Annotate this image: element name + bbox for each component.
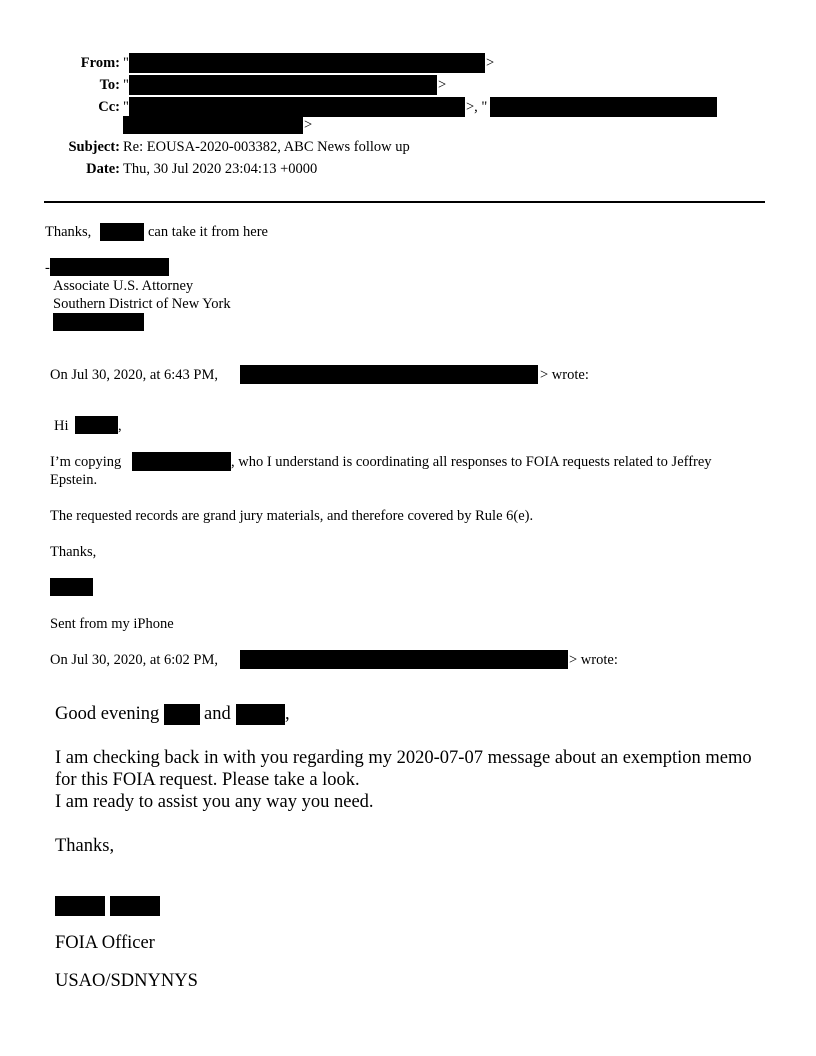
redacted-copied-name: [132, 452, 231, 471]
cc-separator: >, ": [466, 99, 488, 115]
redacted-cc-address-2-cont: [123, 116, 303, 134]
quote1-greeting-comma: ,: [118, 418, 122, 434]
redacted-signature-name: [50, 258, 169, 276]
subject-value: Re: EOUSA-2020-003382, ABC News follow up: [123, 139, 410, 155]
redacted-name: [100, 223, 144, 241]
redacted-signature-first: [55, 896, 105, 916]
reply-thanks-prefix: Thanks,: [45, 224, 92, 240]
quote2-sig-title: FOIA Officer: [55, 933, 155, 953]
quote2-para-line2: for this FOIA request. Please take a look.: [55, 770, 360, 790]
redacted-quote1-signature: [50, 578, 93, 596]
quote2-on-prefix: On Jul 30, 2020, at 6:02 PM,: [50, 652, 218, 668]
cc-angle: >: [304, 117, 313, 133]
redacted-greeting-name-2: [236, 704, 285, 725]
redacted-sender-1: [240, 365, 538, 384]
redacted-to-address: [129, 75, 437, 95]
quote1-greeting: Hi: [54, 418, 69, 434]
quote1-copy-line2: Epstein.: [50, 472, 98, 488]
quote1-sent-from: Sent from my iPhone: [50, 616, 174, 632]
from-quote: ": [123, 55, 129, 71]
cc-quote: ": [123, 99, 129, 115]
from-label: From:: [80, 55, 120, 71]
redacted-from-address: [129, 53, 485, 73]
reply-dash: -: [45, 260, 50, 276]
redacted-greeting-name-1: [164, 704, 200, 725]
redacted-greeting-name: [75, 416, 118, 434]
quote2-wrote: > wrote:: [569, 652, 618, 668]
redacted-cc-address-1: [129, 97, 465, 117]
quote2-greeting-prefix: Good evening: [55, 704, 160, 724]
redacted-signature-last: [110, 896, 160, 916]
quote2-thanks: Thanks,: [55, 836, 115, 856]
redacted-sender-2: [240, 650, 568, 669]
quote2-para-line3: I am ready to assist you any way you need.: [55, 792, 374, 812]
from-angle: >: [486, 55, 495, 71]
quote1-on-prefix: On Jul 30, 2020, at 6:43 PM,: [50, 367, 218, 383]
redacted-cc-address-2: [490, 97, 717, 117]
date-value: Thu, 30 Jul 2020 23:04:13 +0000: [123, 161, 318, 177]
to-angle: >: [438, 77, 447, 93]
to-label: To:: [99, 77, 120, 93]
quote2-para-line1: I am checking back in with you regarding my 2020-07-07 message about an exemption memo: [55, 748, 752, 768]
quote2-sig-office: USAO/SDNYNYS: [55, 971, 198, 991]
reply-sig-office: Southern District of New York: [53, 296, 231, 312]
quote1-copy-suffix: , who I understand is coordinating all responses to FOIA requests related to Jeffrey: [231, 454, 712, 470]
date-label: Date:: [86, 161, 120, 177]
quote1-records-line: The requested records are grand jury materials, and therefore covered by Rule 6(e).: [50, 508, 534, 524]
reply-thanks-suffix: can take it from here: [148, 224, 268, 240]
to-quote: ": [123, 77, 129, 93]
subject-label: Subject:: [68, 139, 120, 155]
quote2-greeting-comma: ,: [285, 704, 290, 724]
quote1-copy-prefix: I’m copying: [50, 454, 122, 470]
cc-label: Cc:: [98, 99, 120, 115]
redacted-signature-contact: [53, 313, 144, 331]
header-divider: [44, 201, 765, 203]
reply-sig-title: Associate U.S. Attorney: [53, 278, 194, 294]
quote1-thanks: Thanks,: [50, 544, 97, 560]
quote2-greeting-and: and: [204, 704, 231, 724]
quote1-wrote: > wrote:: [540, 367, 589, 383]
